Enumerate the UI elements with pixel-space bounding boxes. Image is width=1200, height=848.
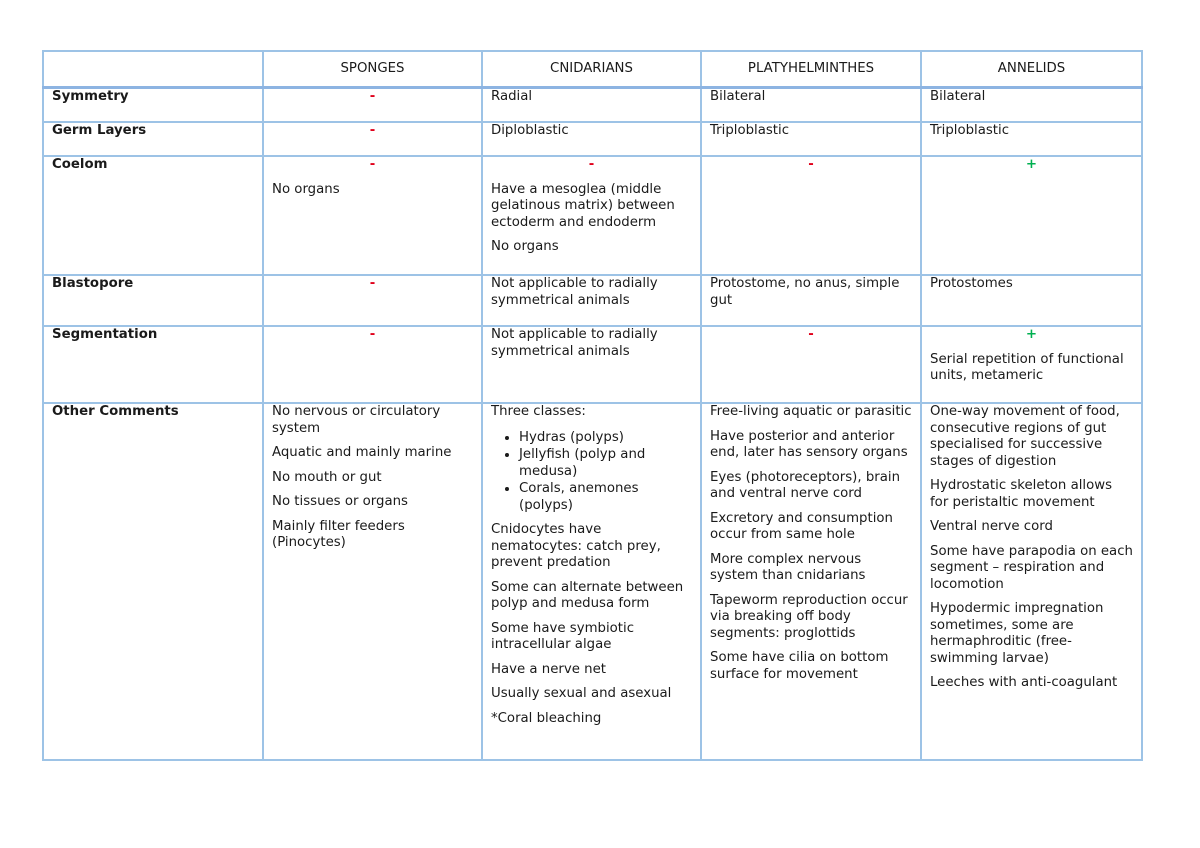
header-corner — [43, 51, 263, 88]
cell-text: No mouth or gut — [272, 469, 382, 485]
cell-text: No nervous or circulatory system — [272, 404, 441, 436]
cell-text: Some have cilia on bottom surface for movement — [710, 650, 889, 682]
plus-mark: + — [1025, 157, 1038, 172]
cell-text: No organs — [272, 181, 340, 197]
minus-mark: - — [588, 157, 595, 172]
cell-text: Tapeworm reproduction occur via breaking off body segments: proglottids — [710, 592, 908, 641]
minus-mark: - — [369, 276, 376, 291]
cell-text: Eyes (photoreceptors), brain and ventral nerve cord — [710, 469, 900, 501]
cell-text: Cnidocytes have nematocytes: catch prey, prevent predation — [491, 522, 661, 570]
list-item: • Hydras (polyps) — [519, 429, 692, 447]
minus-mark: - — [369, 157, 376, 172]
cell-text: Not applicable to radially symmetrical animals — [491, 327, 658, 359]
row-label-other-comments: Other Comments — [43, 403, 263, 760]
cell-text: Protostome, no anus, simple gut — [710, 276, 900, 308]
cell-text: Diploblastic — [491, 123, 569, 138]
cell-text: Excretory and consumption occur from same hole — [710, 510, 893, 542]
row-coelom — [43, 156, 1142, 275]
cell-text: Some have symbiotic intracellular algae — [491, 620, 635, 652]
cell-text: Aquatic and mainly marine — [272, 445, 452, 460]
header-annelids: ANNELIDS — [921, 51, 1142, 88]
bullet-list — [491, 429, 692, 515]
minus-mark: - — [369, 89, 376, 104]
cell-text: Triploblastic — [930, 123, 1010, 138]
cell-text: Have a mesoglea (middle gelatinous matrix) between ectoderm and endoderm — [491, 181, 675, 230]
row-symmetry — [43, 88, 1142, 123]
row-segmentation — [43, 326, 1142, 403]
cell-text: Three classes: — [491, 404, 586, 419]
cell-text: Some can alternate between polyp and medusa form — [491, 579, 684, 611]
cell-text: Triploblastic — [710, 123, 790, 138]
cell-text: Bilateral — [930, 89, 986, 104]
row-blastopore — [43, 275, 1142, 326]
cell-text: Mainly filter feeders (Pinocytes) — [272, 518, 405, 550]
cell-text: Hydrostatic skeleton allows for peristaltic movement — [930, 478, 1113, 510]
minus-mark: - — [808, 327, 814, 342]
cell-text: *Coral bleaching — [491, 710, 602, 726]
cell-text: Not applicable to radially symmetrical animals — [491, 276, 658, 308]
minus-mark: - — [808, 157, 814, 172]
cell-text: Hypodermic impregnation sometimes, some are hermaphroditic (free-swimming larvae) — [930, 601, 1104, 666]
row-label-blastopore: Blastopore — [43, 275, 263, 326]
cell-text: Ventral nerve cord — [930, 519, 1053, 534]
row-germ-layers — [43, 122, 1142, 156]
comparison-table — [42, 50, 1143, 761]
cell-text: Radial — [491, 89, 533, 104]
header-platyhelminthes: PLATYHELMINTHES — [701, 51, 921, 88]
header-cnidarians: CNIDARIANS — [482, 51, 701, 88]
plus-mark: + — [1025, 327, 1038, 342]
row-label-symmetry: Symmetry — [43, 88, 263, 123]
list-item: • Corals, anemones (polyps) — [519, 480, 692, 514]
cell-text: Leeches with anti-coagulant — [930, 675, 1118, 690]
row-label-segmentation: Segmentation — [43, 326, 263, 403]
cell-text: Protostomes — [930, 276, 1013, 291]
header-row — [43, 51, 1142, 88]
row-label-germ-layers: Germ Layers — [43, 122, 263, 156]
list-item: • Jellyfish (polyp and medusa) — [519, 446, 692, 480]
minus-mark: - — [369, 123, 376, 138]
cell-text: One-way movement of food, consecutive regions of gut specialised for successive stages of digestion — [930, 404, 1120, 469]
cell-text: Have posterior and anterior end, later has sensory organs — [710, 428, 908, 460]
cell-text: More complex nervous system than cnidarians — [710, 551, 866, 583]
cell-text: Have a nerve net — [491, 661, 606, 677]
cell-text: No organs — [491, 239, 559, 254]
cell-text: Bilateral — [710, 89, 766, 104]
cell-text: Free-living aquatic or parasitic — [710, 404, 912, 419]
cell-text: Some have parapodia on each segment – respiration and locomotion — [930, 543, 1133, 592]
row-other-comments — [43, 403, 1142, 760]
cell-text: Usually sexual and asexual — [491, 686, 672, 701]
minus-mark: - — [369, 327, 376, 342]
row-label-coelom: Coelom — [43, 156, 263, 275]
header-sponges: SPONGES — [263, 51, 482, 88]
cell-text: Serial repetition of functional units, metameric — [930, 351, 1124, 383]
cell-text: No tissues or organs — [272, 494, 408, 509]
